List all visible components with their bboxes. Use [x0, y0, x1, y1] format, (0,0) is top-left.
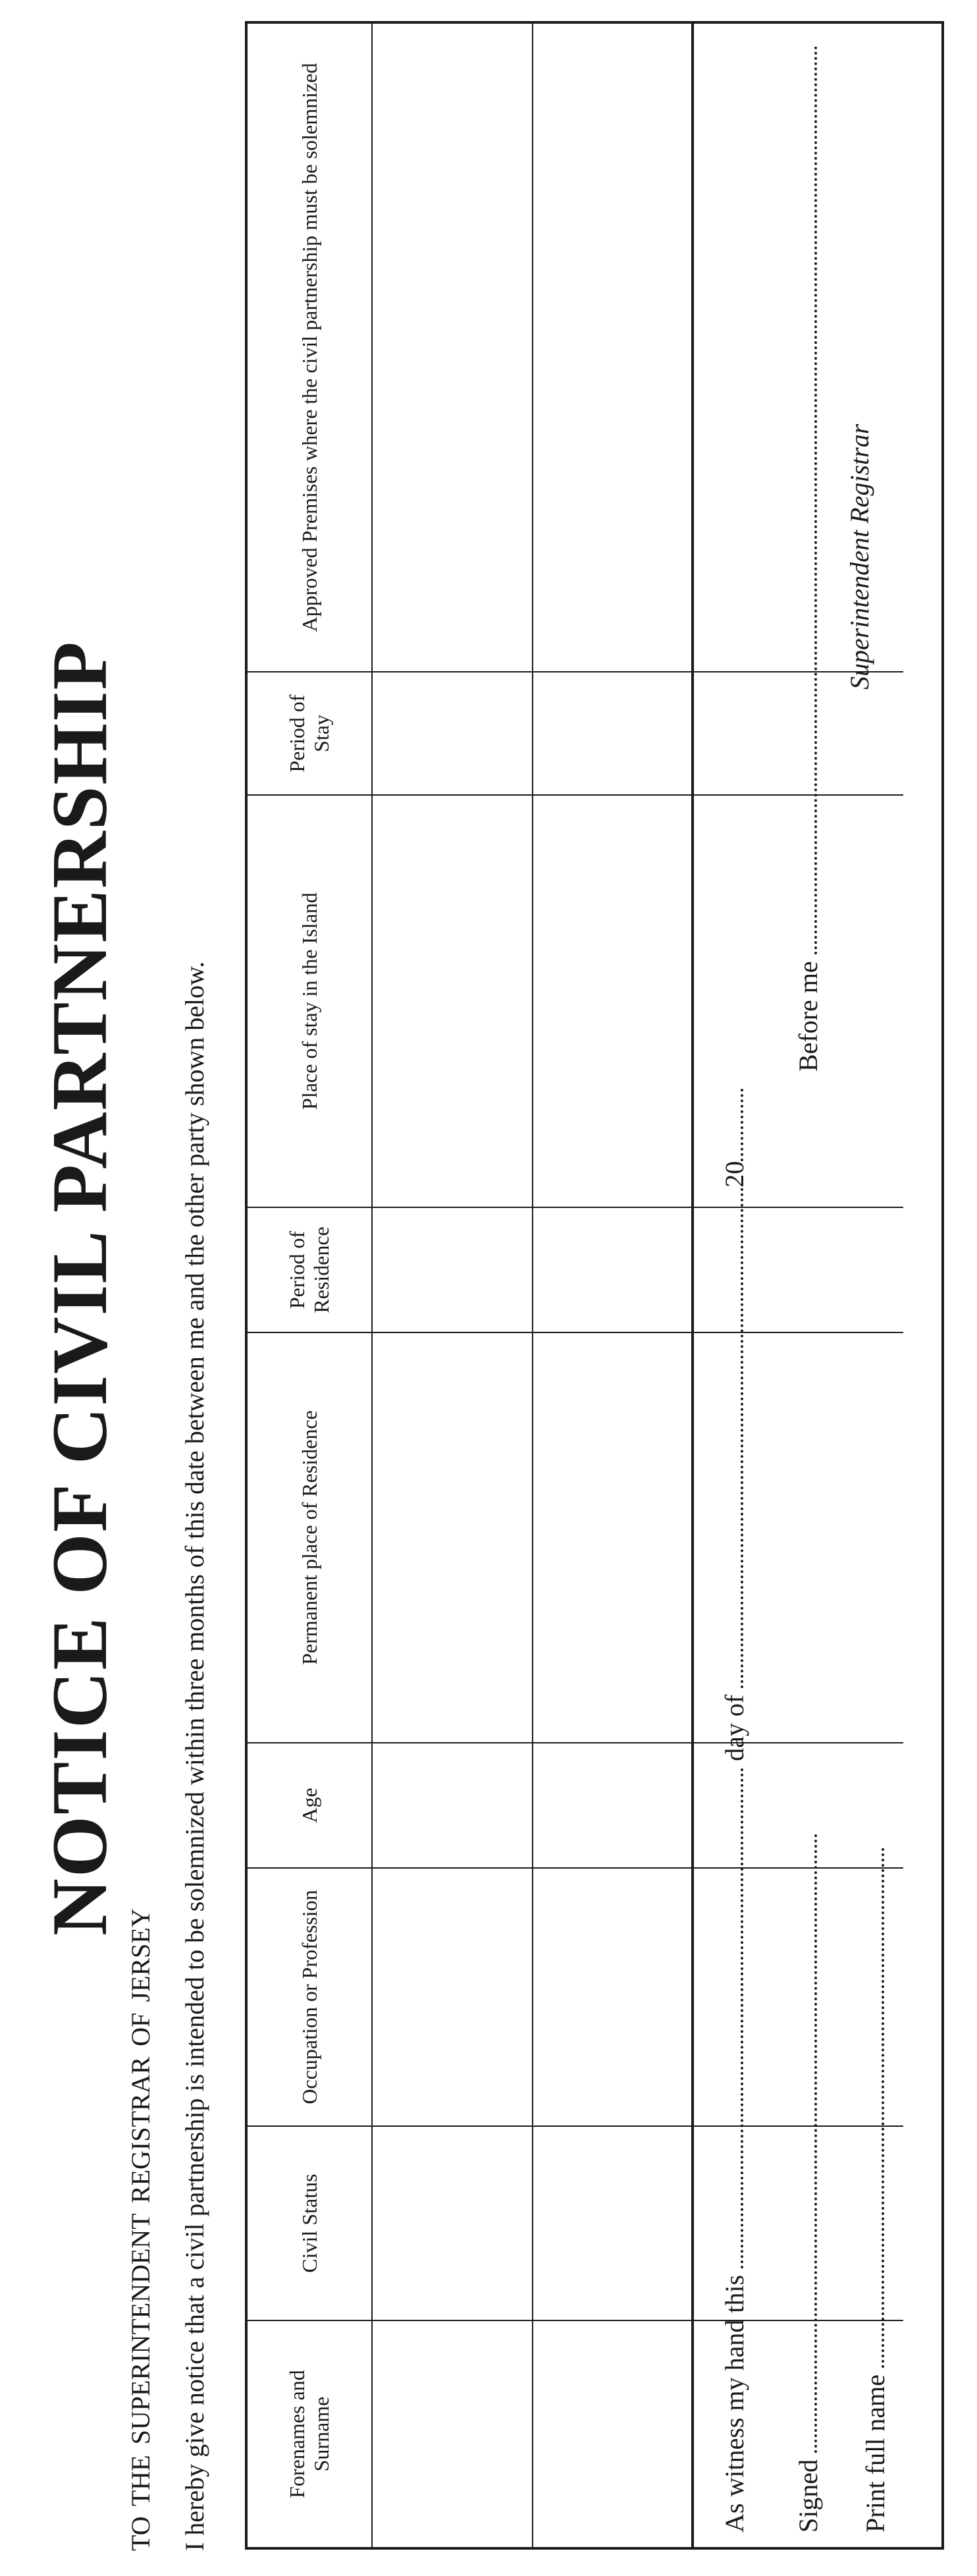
- witness-day-field[interactable]: [721, 1768, 743, 2268]
- cell-party1-civil-status[interactable]: [373, 2127, 532, 2320]
- header-occupation: Occupation or Profession: [248, 1869, 373, 2125]
- witness-year-prefix: 20: [720, 1161, 749, 1188]
- header-place-of-stay: Place of stay in the Island: [248, 796, 373, 1207]
- signed-label: Signed: [793, 2459, 823, 2533]
- cell-party2-approved-premises[interactable]: [532, 24, 691, 671]
- declaration-divider: [691, 24, 694, 2547]
- cell-party2-permanent-residence[interactable]: [532, 1333, 691, 1742]
- signed-field[interactable]: [795, 1834, 817, 2453]
- cell-party2-place-of-stay[interactable]: [532, 796, 691, 1207]
- column-permanent-residence: [248, 1332, 903, 1742]
- cell-party1-names[interactable]: [373, 2321, 532, 2547]
- cell-party1-period-of-residence[interactable]: [373, 1208, 532, 1332]
- witness-year-field[interactable]: [721, 1089, 743, 1161]
- header-permanent-residence: Permanent place of Residence: [248, 1333, 373, 1742]
- registrar-title: Superintendent Registrar: [845, 424, 874, 690]
- cell-party2-period-of-stay[interactable]: [532, 672, 691, 794]
- cell-party1-approved-premises[interactable]: [373, 24, 532, 671]
- addressee-line: TO THE SUPERINTENDENT REGISTRAR OF JERSEY: [126, 1908, 155, 2551]
- cell-party2-civil-status[interactable]: [532, 2127, 691, 2320]
- document-title: NOTICE OF CIVIL PARTNERSHIP: [36, 640, 123, 1936]
- witness-middle: day of: [720, 1694, 749, 1761]
- signed-line: [793, 1834, 824, 2533]
- print-name-label: Print full name: [860, 2374, 890, 2533]
- print-name-line: [860, 1848, 891, 2533]
- cell-party1-period-of-stay[interactable]: [373, 672, 532, 794]
- witness-prefix: As witness my hand this: [720, 2274, 749, 2533]
- cell-party1-occupation[interactable]: [373, 1869, 532, 2125]
- cell-party1-place-of-stay[interactable]: [373, 796, 532, 1207]
- cell-party2-names[interactable]: [532, 2321, 691, 2547]
- witness-line: [719, 1089, 750, 2533]
- header-approved-premises: Approved Premises where the civil partnership must be solemnized: [248, 24, 373, 671]
- header-period-of-stay: Period of Stay: [248, 672, 373, 794]
- before-me-field[interactable]: [795, 45, 817, 954]
- cell-party2-period-of-residence[interactable]: [532, 1208, 691, 1332]
- cell-party2-occupation[interactable]: [532, 1869, 691, 2125]
- print-name-field[interactable]: [862, 1848, 884, 2368]
- cell-party2-age[interactable]: [532, 1743, 691, 1867]
- header-period-of-residence: Period of Residence: [248, 1208, 373, 1332]
- before-me-line: [793, 45, 824, 1072]
- header-forenames-surname: Forenames and Surname: [248, 2321, 373, 2547]
- intro-statement: I hereby give notice that a civil partnership is intended to be solemnized within three months of this date between me and the other party shown below.: [180, 961, 209, 2551]
- before-me-label: Before me: [793, 961, 823, 1072]
- header-age: Age: [248, 1743, 373, 1867]
- cell-party1-age[interactable]: [373, 1743, 532, 1867]
- cell-party1-permanent-residence[interactable]: [373, 1333, 532, 1742]
- notice-table: [245, 21, 944, 2550]
- header-civil-status: Civil Status: [248, 2127, 373, 2320]
- column-period-of-residence: [248, 1207, 903, 1332]
- witness-month-field[interactable]: [721, 1188, 743, 1688]
